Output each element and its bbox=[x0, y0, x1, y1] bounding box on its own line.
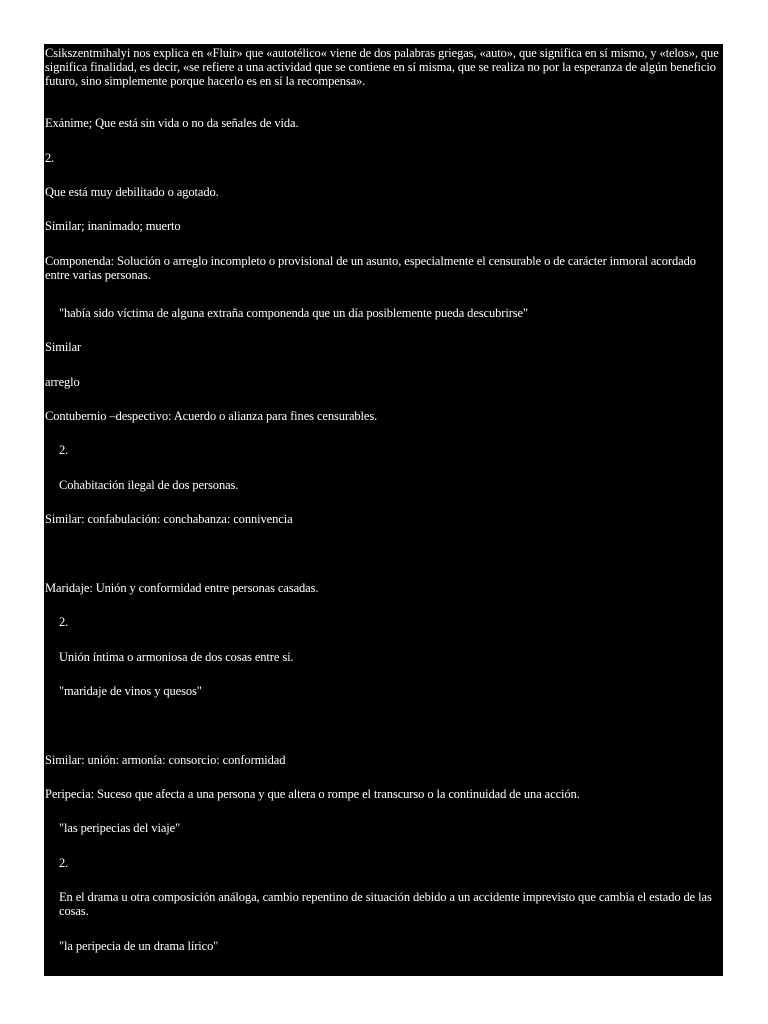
synonyms-line: Similar; inanimado; muerto bbox=[45, 219, 181, 233]
sense-number: 2. bbox=[45, 151, 55, 165]
intro-paragraph: Csikszentmihalyi nos explica en «Fluir» que «autotélico« viene de dos palabras griegas, «auto», que significa en sí mismo, y «telos», que significa finalidad, es decir, «se refiere a una actividad que se contiene en sí misma, que se realiza no por la esperanza de algún beneficio futuro, sino simplemente porque hacerlo es en sí la recompensa». bbox=[45, 46, 719, 88]
definition-maridaje: Maridaje: Unión y conformidad entre personas casadas. bbox=[45, 581, 319, 595]
definition-text: Cohabitación ilegal de dos personas. bbox=[59, 478, 239, 492]
synonym-word: arreglo bbox=[45, 375, 80, 389]
sense-number: 2. bbox=[59, 856, 69, 870]
example-quote: "las peripecias del viaje" bbox=[59, 821, 181, 835]
document-page bbox=[44, 44, 723, 976]
sense-number: 2. bbox=[59, 443, 69, 457]
example-quote: "la peripecia de un drama lírico" bbox=[59, 939, 219, 953]
definition-peripecia: Peripecia: Suceso que afecta a una persona y que altera o rompe el transcurso o la continuidad de una acción. bbox=[45, 787, 580, 801]
example-quote: "había sido víctima de alguna extraña componenda que un día posiblemente pueda descubrirse" bbox=[59, 306, 529, 320]
synonyms-line: Similar: confabulación: conchabanza: connivencia bbox=[45, 512, 293, 526]
sense-number: 2. bbox=[59, 615, 69, 629]
definition-exanime: Exánime; Que está sin vida o no da señales de vida. bbox=[45, 116, 299, 130]
definition-contubernio: Contubernio –despectivo: Acuerdo o alianza para fines censurables. bbox=[45, 409, 378, 423]
definition-text: En el drama u otra composición análoga, cambio repentino de situación debido a un accidente imprevisto que cambia el estado de las cosas. bbox=[59, 890, 712, 918]
definition-text: Que está muy debilitado o agotado. bbox=[45, 185, 219, 199]
definition-text: Unión íntima o armoniosa de dos cosas entre sí. bbox=[59, 650, 294, 664]
definition-componenda: Componenda: Solución o arreglo incompleto o provisional de un asunto, especialmente el censurable o de carácter inmoral acordado entre varias personas. bbox=[45, 254, 696, 282]
synonyms-line: Similar: unión: armonía: consorcio: conformidad bbox=[45, 753, 286, 767]
synonyms-heading: Similar bbox=[45, 340, 82, 354]
example-quote: "maridaje de vinos y quesos" bbox=[59, 684, 202, 698]
